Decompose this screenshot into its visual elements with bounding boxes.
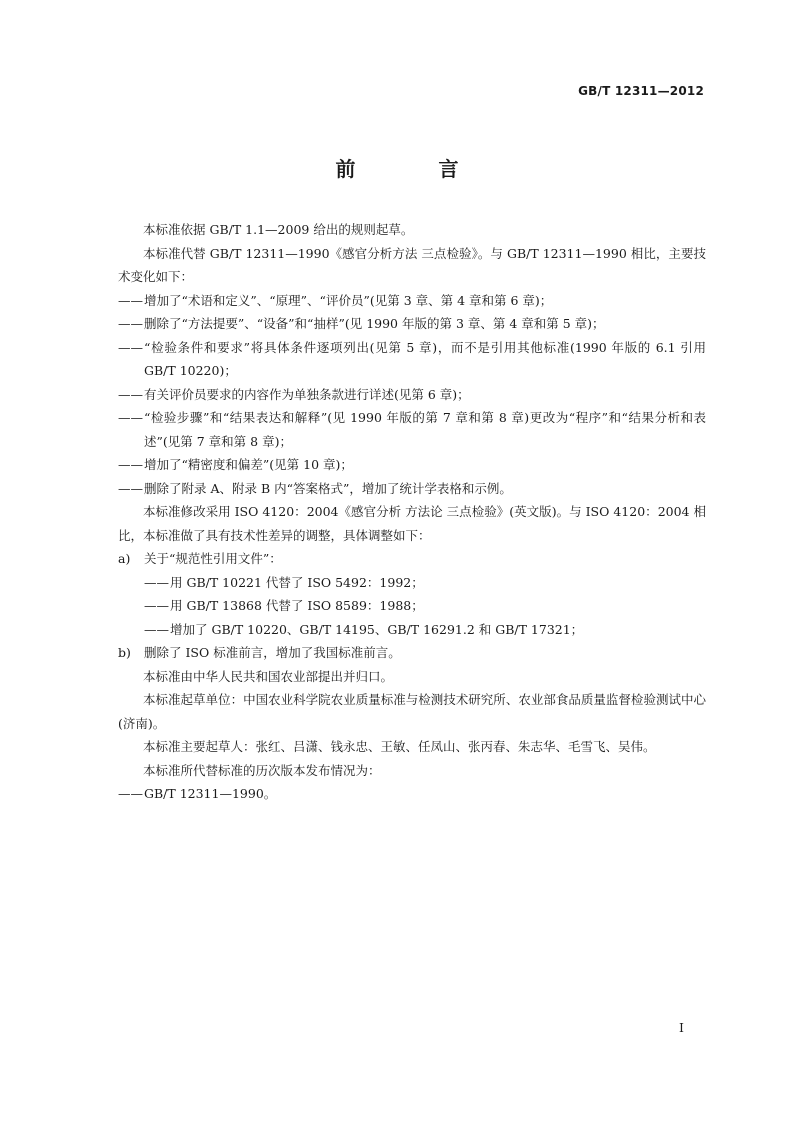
list-item: —— “检验条件和要求”将具体条件逐项列出(见第 5 章)，而不是引用其他标准(1990 年版的 6.1 引用 GB/T 10220)；	[118, 336, 706, 383]
dash-mark: ——	[118, 292, 143, 308]
list-item: —— GB/T 12311—1990。	[118, 782, 706, 806]
list-item: —— 有关评价员要求的内容作为单独条款进行详述(见第 6 章)；	[118, 383, 706, 407]
dash-mark: ——	[118, 339, 143, 355]
page-title: 前 言	[335, 157, 497, 181]
page-number: I	[679, 1020, 684, 1035]
paragraph-history: 本标准所代替标准的历次版本发布情况为：	[143, 762, 381, 778]
paragraph-drafters: 本标准主要起草人：张红、吕潇、钱永忠、王敏、任凤山、张丙春、朱志华、毛雪飞、吴伟。	[143, 739, 656, 754]
paragraph-adoption: 本标准修改采用 ISO 4120：2004《感官分析 方法论 三点检验》(英文版)。与 ISO 4120：2004 相比，本标准做了具有技术性差异的调整，具体调整如下：	[118, 504, 706, 543]
list-item-b: b) 删除了 ISO 标准前言，增加了我国标准前言。	[118, 641, 706, 665]
dash-mark: ——	[118, 386, 143, 402]
list-item: —— 增加了“精密度和偏差”(见第 10 章)；	[118, 453, 706, 477]
list-item-a: a) 关于“规范性引用文件”：	[118, 547, 706, 571]
list-item: —— 增加了 GB/T 10220、GB/T 14195、GB/T 16291.2 和 GB/T 17321；	[144, 618, 706, 642]
changes-list	[118, 289, 706, 501]
item-marker: b)	[118, 645, 131, 660]
dash-mark: ——	[118, 457, 143, 472]
list-item: —— 删除了“方法提要”、“设备”和“抽样”(见 1990 年版的第 3 章、第 4 章和第 5 章)；	[118, 312, 706, 336]
dash-mark: ——	[144, 621, 169, 637]
dash-mark: ——	[118, 480, 143, 496]
dash-mark: ——	[118, 316, 143, 331]
item-marker: a)	[118, 551, 131, 566]
dash-mark: ——	[144, 598, 169, 613]
standard-number: GB/T 12311—2012	[578, 84, 704, 98]
document-body	[118, 218, 706, 806]
dash-mark: ——	[144, 574, 169, 590]
paragraph-basis: 本标准依据 GB/T 1.1—2009 给出的规则起草。	[143, 222, 414, 237]
list-item: —— 增加了“术语和定义”、“原理”、“评价员”(见第 3 章、第 4 章和第 6 章)；	[118, 289, 706, 313]
list-item: —— “检验步骤”和“结果表达和解释”(见 1990 年版的第 7 章和第 8 章)更改为“程序”和“结果分析和表述”(见第 7 章和第 8 章)；	[118, 406, 706, 453]
list-item: —— 用 GB/T 13868 代替了 ISO 8589：1988；	[144, 594, 706, 618]
paragraph-drafting-unit: 本标准起草单位：中国农业科学院农业质量标准与检测技术研究所、农业部食品质量监督检验测试中心(济南)。	[118, 692, 706, 731]
dash-mark: ——	[118, 786, 143, 801]
list-item: —— 删除了附录 A、附录 B 内“答案格式”，增加了统计学表格和示例。	[118, 477, 706, 501]
paragraph-replaces: 本标准代替 GB/T 12311—1990《感官分析方法 三点检验》。与 GB/T 12311—1990 相比，主要技术变化如下：	[118, 245, 706, 284]
paragraph-proposer: 本标准由中华人民共和国农业部提出并归口。	[143, 668, 394, 684]
dash-mark: ——	[118, 410, 143, 425]
list-item: —— 用 GB/T 10221 代替了 ISO 5492：1992；	[144, 571, 706, 595]
